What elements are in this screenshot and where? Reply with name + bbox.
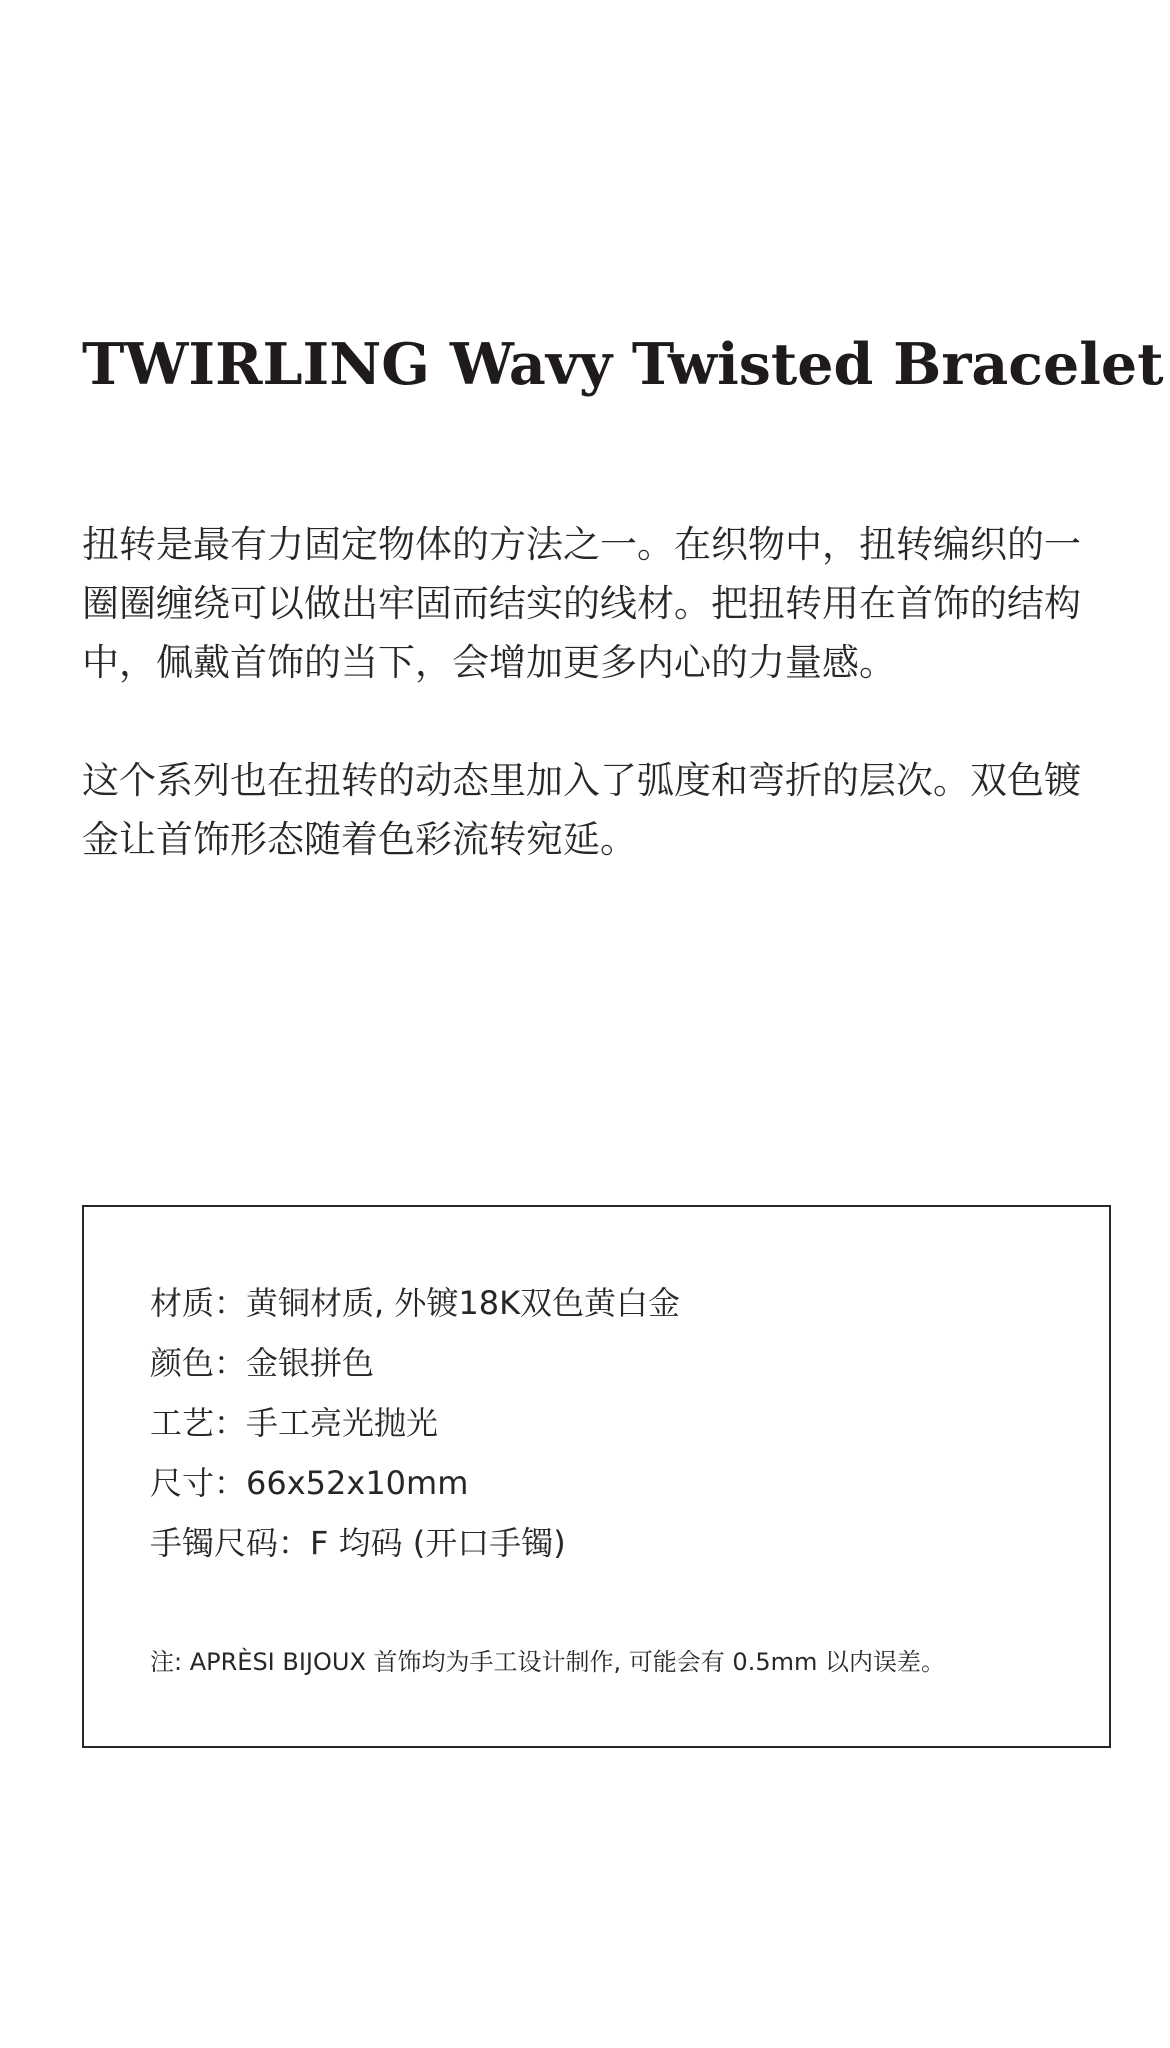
description-paragraph: 扭转是最有力固定物体的方法之一。在织物中，扭转编织的一圈圈缠绕可以做出牢固而结实的线材。把扭转用在首饰的结构中，佩戴首饰的当下，会增加更多内心的力量感。	[82, 523, 1081, 684]
spec-bracelet-size: 手镯尺码：F 均码 (开口手镯)	[150, 1524, 566, 1562]
spec-list	[150, 1273, 680, 1573]
description-paragraph: 这个系列也在扭转的动态里加入了弧度和弯折的层次。双色镀金让首饰形态随着色彩流转宛延。	[82, 759, 1081, 861]
product-description	[82, 515, 1092, 869]
spec-note: 注: APRÈSI BIJOUX 首饰均为手工设计制作, 可能会有 0.5mm 以内误差。	[150, 1648, 945, 1676]
spec-craft: 工艺：手工亮光抛光	[150, 1404, 439, 1442]
spec-color: 颜色：金银拼色	[150, 1344, 375, 1382]
product-title: TWIRLING Wavy Twisted Bracelet	[82, 331, 1164, 398]
spec-material: 材质：黄铜材质, 外镀18K双色黄白金	[150, 1284, 681, 1322]
spec-box	[82, 1205, 1111, 1748]
spec-size: 尺寸：66x52x10mm	[150, 1464, 469, 1502]
